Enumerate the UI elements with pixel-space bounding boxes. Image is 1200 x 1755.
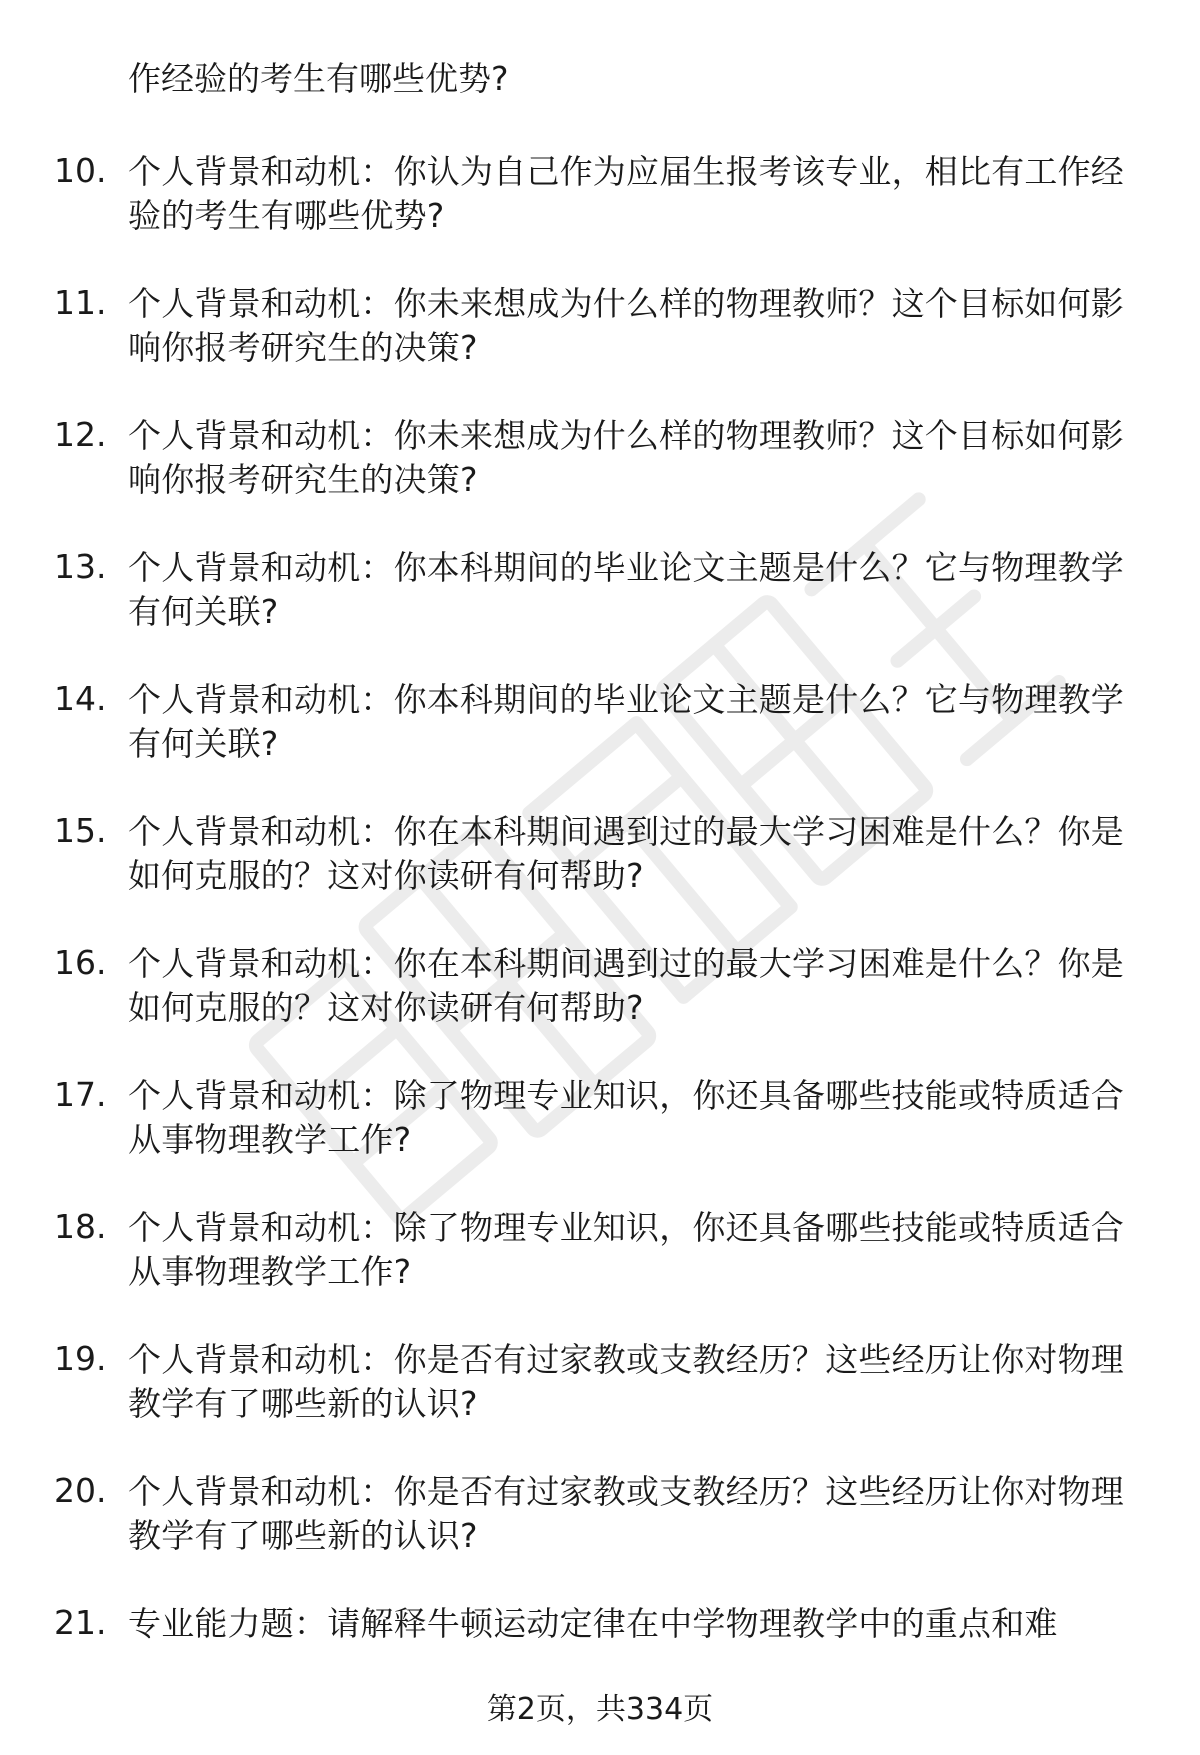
page-footer: 第2页，共334页 [486,1692,714,1727]
question-number: 13. [54,547,107,586]
question-item [0,282,1200,414]
question-text: 个人背景和动机：你在本科期间遇到过的最大学习困难是什么？你是如何克服的？这对你读研有何帮助? [128,812,1124,895]
question-text: 专业能力题：请解释牛顿运动定律在中学物理教学中的重点和难 [128,1604,1058,1643]
question-text: 个人背景和动机：你本科期间的毕业论文主题是什么？它与物理教学有何关联? [128,680,1124,763]
question-text: 个人背景和动机：你在本科期间遇到过的最大学习困难是什么？你是如何克服的？这对你读研有何帮助? [128,944,1124,1027]
question-number: 18. [54,1207,107,1246]
question-item [0,1206,1200,1338]
question-list [0,150,1200,1734]
question-text: 个人背景和动机：除了物理专业知识，你还具备哪些技能或特质适合从事物理教学工作? [128,1076,1124,1159]
question-number: 12. [54,415,107,454]
question-text: 个人背景和动机：你是否有过家教或支教经历？这些经历让你对物理教学有了哪些新的认识? [128,1472,1124,1555]
question-item [0,1074,1200,1206]
question-text: 个人背景和动机：除了物理专业知识，你还具备哪些技能或特质适合从事物理教学工作? [128,1208,1124,1291]
question-text: 个人背景和动机：你认为自己作为应届生报考该专业，相比有工作经验的考生有哪些优势? [128,152,1124,235]
question-item [0,810,1200,942]
question-number: 17. [54,1075,107,1114]
question-item [0,414,1200,546]
question-number: 11. [54,283,107,322]
continuation-line: 作经验的考生有哪些优势? [128,59,509,98]
question-number: 19. [54,1339,107,1378]
question-item [0,1470,1200,1602]
question-number: 20. [54,1471,107,1510]
question-item [0,678,1200,810]
question-text: 个人背景和动机：你未来想成为什么样的物理教师？这个目标如何影响你报考研究生的决策? [128,284,1124,367]
question-text: 个人背景和动机：你本科期间的毕业论文主题是什么？它与物理教学有何关联? [128,548,1124,631]
question-number: 10. [54,151,107,190]
question-number: 15. [54,811,107,850]
question-text: 个人背景和动机：你未来想成为什么样的物理教师？这个目标如何影响你报考研究生的决策? [128,416,1124,499]
question-item [0,1338,1200,1470]
question-number: 16. [54,943,107,982]
question-number: 14. [54,679,107,718]
question-item [0,150,1200,282]
question-item [0,942,1200,1074]
question-number: 21. [54,1603,107,1642]
question-item [0,546,1200,678]
question-text: 个人背景和动机：你是否有过家教或支教经历？这些经历让你对物理教学有了哪些新的认识? [128,1340,1124,1423]
